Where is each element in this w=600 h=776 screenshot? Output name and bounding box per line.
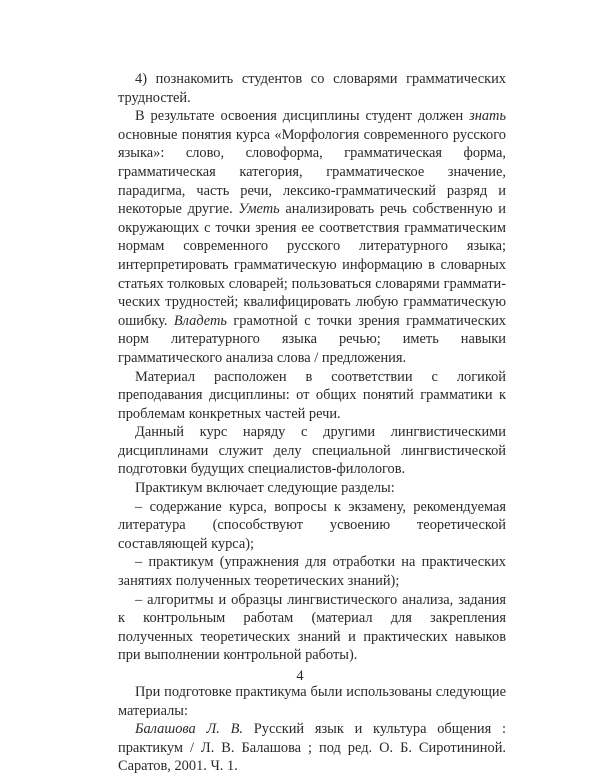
paragraph-materials-intro: При подготовке практикума были использованы следующие материалы: [118,684,506,719]
list-item-section-3: – алгоритмы и образцы лингвистического анализа, задания к контрольным работам (материал для закрепления полученных теоретических знаний и практических навыков при выполнении контрольной работы). [118,591,506,664]
outcomes-master-text: грамотной с точки зрения грамматических норм литературного языка речью; иметь навыки грамматического анализа слова / предложения. [118,312,506,366]
outcomes-know: знать [469,108,506,125]
paragraph-workshop-intro: Практикум включает следующие разделы: [135,480,395,497]
outcomes-can: Уметь [238,201,280,218]
outcomes-intro: В результате освоения дисциплины студент должен [135,108,470,125]
outcomes-know-text: основные понятия курса «Морфология современного русского языка»: слово, словоформа, грамматическая форма, грамматическая категория, грамматическое значение, парадигма, часть речи, лексико-грамматический разряд и некоторые другие. [118,126,506,218]
paragraph-item-4: 4) познакомить студентов со словарями грамматических трудностей. [118,71,506,106]
list-item-section-1: – содержание курса, вопросы к экзамену, рекомендуемая литература (способствуют усвоению теоретической составляющей курса); [118,498,506,552]
outcomes-master: Владеть [173,312,227,329]
reference-author: Балашова Л. В. [135,721,243,738]
page-number: 4 [296,668,304,684]
outcomes-can-text: анализировать речь собственную и окружающих с точки зрения ее соответствия грамматическим нормам современного русского литературного языка; интерпретировать грамматическую информацию в словарных статьях толковых словарей; пользоваться словарями грамматических трудностей; квалифицировать любую грамматическую ошибку. [118,201,506,329]
reference-text: Русский язык и культура общения : практикум / Л. В. Балашова ; под ред. О. Б. Сиротининой. Саратов, 2001. Ч. 1. [118,721,506,775]
paragraph-material: Материал расположен в соответствии с логикой преподавания дисциплины: от общих понятий грамматики к проблемам конкретных частей речи. [118,368,506,422]
paragraph-learning-outcomes [118,107,506,367]
paragraph-course: Данный курс наряду с другими лингвистическими дисциплинами служит делу специальной лингвистической подготовки будущих специалистов-филологов. [118,424,506,478]
reference-entry [118,720,506,776]
list-item-section-2: – практикум (упражнения для отработки на практических занятиях полученных теоретических знаний); [118,554,506,590]
